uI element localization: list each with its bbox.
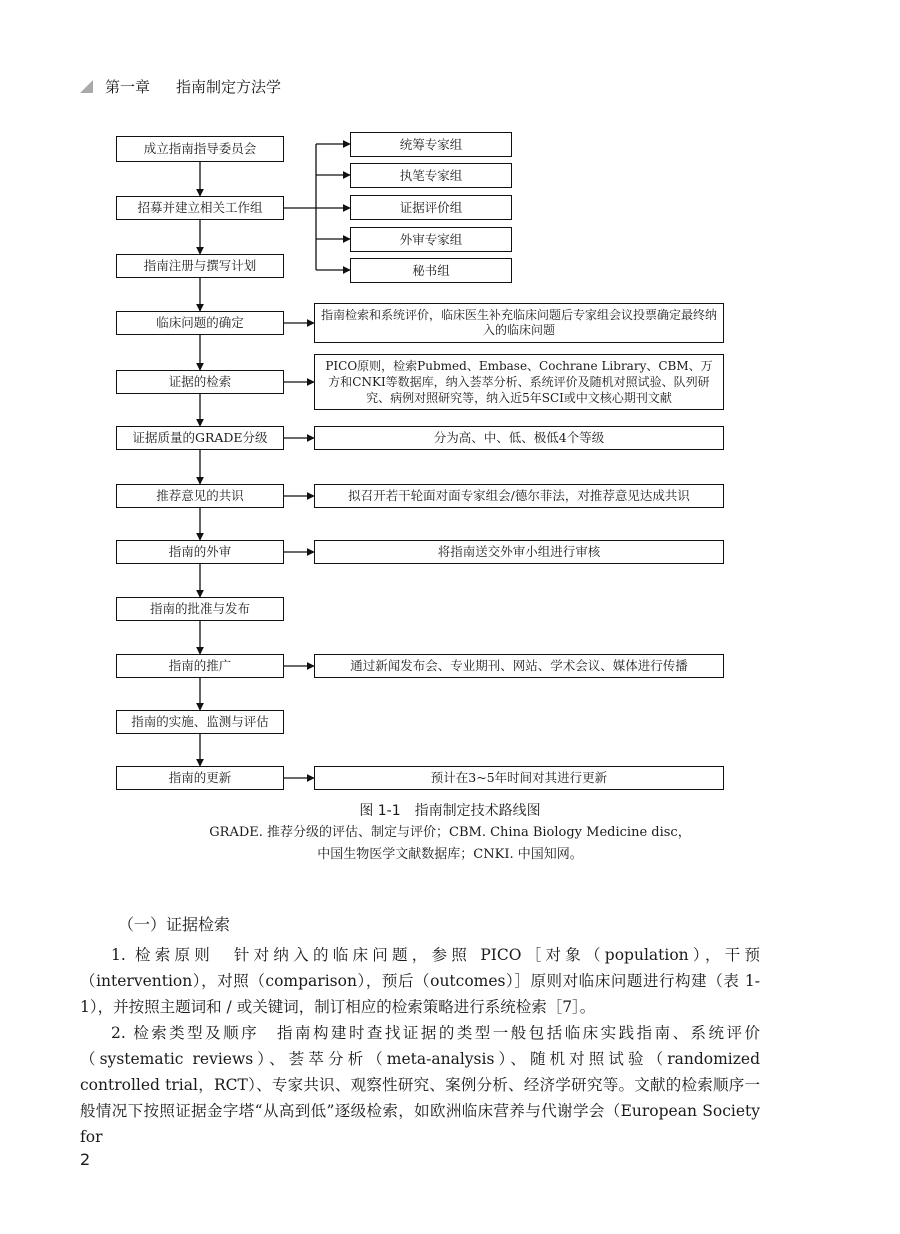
page-number: 2 <box>80 1150 91 1169</box>
group-box-evidence: 证据评价组 <box>350 195 512 220</box>
section-heading: （一）证据检索 <box>118 915 231 934</box>
group-box-coordination: 统筹专家组 <box>350 132 512 157</box>
step-box-3: 指南注册与撰写计划 <box>116 254 284 278</box>
chapter-title: 指南制定方法学 <box>176 78 282 96</box>
group-box-external-review: 外审专家组 <box>350 227 512 252</box>
step-box-12: 指南的更新 <box>116 766 284 790</box>
desc-box-grade: 分为高、中、低、极低4个等级 <box>314 426 724 450</box>
step-box-4: 临床问题的确定 <box>116 311 284 335</box>
paragraph-search-principle: 1. 检索原则 针对纳入的临床问题，参照 PICO［对象（population），干预（intervention），对照（comparison），预后（outcomes）］原则对临床问题进行构建（表 1-1），并按照主题词和 / 或关键词，制订相应的检索策略进行系统检索［7］。 <box>80 946 760 1016</box>
group-box-secretary: 秘书组 <box>350 258 512 283</box>
desc-box-consensus: 拟召开若干轮面对面专家组会/德尔菲法，对推荐意见达成共识 <box>314 484 724 508</box>
figure-title: 图 1-1 指南制定技术路线图 <box>359 803 541 819</box>
desc-box-update: 预计在3~5年时间对其进行更新 <box>314 766 724 790</box>
body-text <box>80 942 760 1150</box>
step-box-1: 成立指南指导委员会 <box>116 136 284 162</box>
desc-box-promote: 通过新闻发布会、专业期刊、网站、学术会议、媒体进行传播 <box>314 654 724 678</box>
figure-note-line-2: 中国生物医学文献数据库；CNKI. 中国知网。 <box>317 847 583 862</box>
step-box-11: 指南的实施、监测与评估 <box>116 710 284 734</box>
step-box-6: 证据质量的GRADE分级 <box>116 426 284 450</box>
chapter-label: 第一章 <box>105 78 151 96</box>
figure-note-line-1: GRADE. 推荐分级的评估、制定与评价；CBM. China Biology Medicine disc， <box>209 825 691 840</box>
desc-box-search: PICO原则，检索Pubmed、Embase、Cochrane Library、CBM、万方和CNKI等数据库，纳入荟萃分析、系统评价及随机对照试验、队列研究、病例对照研究等，纳入近5年SCI或中文核心期刊文献 <box>314 354 724 410</box>
step-box-7: 推荐意见的共识 <box>116 484 284 508</box>
step-box-9: 指南的批准与发布 <box>116 597 284 621</box>
desc-box-review: 将指南送交外审小组进行审核 <box>314 540 724 564</box>
paragraph-search-type: 2. 检索类型及顺序 指南构建时查找证据的类型一般包括临床实践指南、系统评价（systematic reviews）、荟萃分析（meta-analysis）、随机对照试验（randomized controlled trial，RCT）、专家共识、观察性研究、案例分析、经济学研究等。文献的检索顺序一般情况下按照证据金字塔“从高到低”逐级检索，如欧洲临床营养与代谢学会（European Society for <box>80 1024 760 1146</box>
step-box-2: 招募并建立相关工作组 <box>116 196 284 220</box>
step-box-10: 指南的推广 <box>116 654 284 678</box>
step-box-5: 证据的检索 <box>116 370 284 394</box>
desc-box-clinical: 指南检索和系统评价，临床医生补充临床问题后专家组会议投票确定最终纳入的临床问题 <box>314 303 724 343</box>
group-box-writing: 执笔专家组 <box>350 163 512 188</box>
figure-caption <box>0 800 900 866</box>
step-box-8: 指南的外审 <box>116 540 284 564</box>
